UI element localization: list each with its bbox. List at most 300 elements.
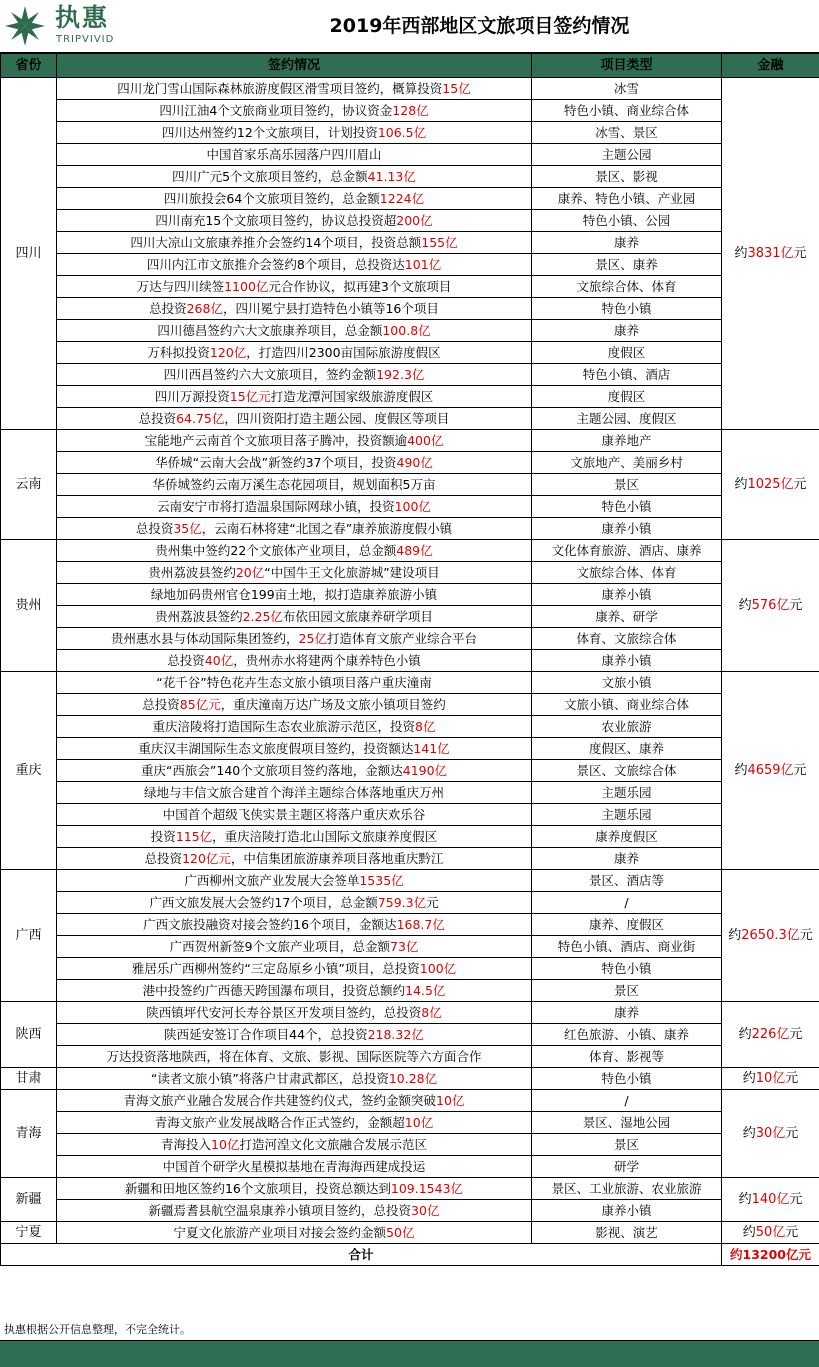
table-row [1,166,819,188]
table-row [1,518,819,540]
province-amount-cell [722,430,819,540]
amount-suffix: 元 [785,1070,799,1086]
project-type-cell: 文旅综合体、体育 [532,276,722,298]
table-row [1,1002,819,1024]
signing-amount: 40亿 [204,652,234,668]
signing-text: 四川万源投资 [154,388,230,404]
province-cell: 甘肃 [1,1068,57,1090]
signing-text-tail: ，贵州赤水将建两个康养特色小镇 [233,652,421,668]
signing-text-tail: 元 [426,894,439,910]
province-cell: 云南 [1,430,57,540]
table-row [1,1024,819,1046]
table-row [1,232,819,254]
signing-amount: 106.5亿 [377,124,427,140]
signing-text: 四川内江市文旅推介会签约8个项目，总投资达 [146,256,405,272]
signing-cell [57,716,532,738]
table-row [1,1200,819,1222]
amount-suffix: 元 [799,927,813,943]
signing-cell [57,628,532,650]
province-amount-cell [722,1090,819,1178]
signing-cell [57,1156,532,1178]
province-amount-cell [722,870,819,1002]
signing-text: 陕西镇坪代安河长寿谷景区开发项目签约，总投资 [146,1004,422,1020]
province-amount-cell [722,1068,819,1090]
signing-text-tail: 布依田园文旅康养研学项目 [282,608,433,624]
signing-text: 宝能地产云南首个文旅项目落子腾冲，投资额逾 [144,432,408,448]
signing-cell [57,386,532,408]
signing-text: 云南安宁市将打造温泉国际网球小镇，投资 [157,498,395,514]
signing-text: 四川大凉山文旅康养推介会签约14个项目，投资总额 [130,234,422,250]
table-row [1,628,819,650]
province-cell: 贵州 [1,540,57,672]
signing-text: 总投资 [138,410,177,426]
signing-cell [57,122,532,144]
signing-cell [57,276,532,298]
project-type-cell: 度假区、康养 [532,738,722,760]
amount-suffix: 元 [793,476,807,492]
signing-amount: 115亿 [175,828,213,844]
project-type-cell: 景区 [532,474,722,496]
table-row [1,342,819,364]
project-type-cell: 冰雪 [532,78,722,100]
signing-cell [57,870,532,892]
signing-amount: 15亿元 [229,388,271,404]
project-type-cell: 体育、影视等 [532,1046,722,1068]
amount-suffix: 元 [789,1191,803,1207]
signing-amount: 1535亿 [359,872,404,888]
signing-cell [57,1200,532,1222]
table-row [1,408,819,430]
province-cell: 陕西 [1,1002,57,1068]
project-type-cell: 特色小镇 [532,958,722,980]
table-row [1,562,819,584]
signing-cell [57,298,532,320]
signing-text: 贵州惠水县与体动国际集团签约， [111,630,299,646]
signing-amount: 218.32亿 [367,1026,424,1042]
amount-prefix: 约 [742,1070,756,1086]
signing-text: 广西柳州文旅产业发展大会签单 [184,872,360,888]
signing-text: 四川龙门雪山国际森林旅游度假区滑雪项目签约，概算投资 [117,80,443,96]
signing-text: “读者文旅小镇”将落户甘肃武都区，总投资 [150,1070,389,1086]
signing-cell [57,1222,532,1244]
signing-cell [57,672,532,694]
province-cell: 新疆 [1,1178,57,1222]
signing-cell [57,1178,532,1200]
signing-text-tail: 打造河湟文化文旅融合发展示范区 [239,1136,427,1152]
project-type-cell: / [532,892,722,914]
table-row [1,254,819,276]
table-row [1,980,819,1002]
amount-prefix: 约 [734,762,748,778]
province-cell: 广西 [1,870,57,1002]
table-row [1,320,819,342]
signing-text: 万达投资落地陕西，将在体育、文旅、影视、国际医院等六方面合作 [106,1048,482,1064]
table-row [1,1090,819,1112]
table-row [1,1046,819,1068]
leaf-logo-icon [3,4,47,48]
signing-amount: 20亿 [235,564,265,580]
province-amount-cell [722,78,819,430]
amount-value: 50亿 [755,1224,786,1240]
signing-cell [57,760,532,782]
signing-text: 华侨城“云南大会战”新签约37个项目，投资 [155,454,397,470]
signing-cell [57,166,532,188]
table-row [1,540,819,562]
signing-text: 新疆焉耆县航空温泉康养小镇项目签约，总投资 [148,1202,412,1218]
signing-amount: 85亿元 [179,696,221,712]
province-amount-cell [722,672,819,870]
signing-cell [57,1112,532,1134]
signing-text: 重庆涪陵将打造国际生态农业旅游示范区，投资 [152,718,416,734]
amount-suffix: 元 [785,1224,799,1240]
signing-text-tail: ，四川冕宁县打造特色小镇等16个项目 [222,300,439,316]
signing-cell [57,364,532,386]
signing-cell [57,474,532,496]
amount-value: 10亿 [755,1070,786,1086]
signing-amount: 15亿 [442,80,471,96]
footer-band [0,1341,819,1367]
signing-text: 贵州荔波县签约 [148,564,236,580]
amount-value: 2650.3亿 [741,927,800,943]
project-type-cell: 红色旅游、小镇、康养 [532,1024,722,1046]
signing-cell [57,540,532,562]
project-type-cell: 康养 [532,1002,722,1024]
project-type-cell: 康养小镇 [532,650,722,672]
column-header-amount: 金融 [722,54,819,78]
signing-text: 青海文旅产业发展战略合作正式签约，金额超 [154,1114,405,1130]
signing-amount: 141亿 [413,740,450,756]
project-type-cell: 康养、度假区 [532,914,722,936]
signing-amount: 64.75亿 [176,410,225,426]
signing-amount: 8亿 [415,718,436,734]
project-type-cell: 影视、演艺 [532,1222,722,1244]
signing-amount: 490亿 [396,454,433,470]
amount-suffix: 元 [789,1026,803,1042]
amount-suffix: 元 [789,597,803,613]
project-type-cell: 康养 [532,232,722,254]
signing-cell [57,342,532,364]
table-row [1,78,819,100]
project-type-cell: 景区 [532,1134,722,1156]
table-row [1,496,819,518]
signing-cell [57,738,532,760]
column-header-type: 项目类型 [532,54,722,78]
project-type-cell: 体育、文旅综合体 [532,628,722,650]
project-type-cell: 冰雪、景区 [532,122,722,144]
page-title: 2019年西部地区文旅项目签约情况 [329,15,630,37]
signing-text: 四川达州签约12个文旅项目，计划投资 [161,124,378,140]
signing-amount: 128亿 [392,102,429,118]
signing-amount: 400亿 [407,432,444,448]
signing-amount: 120亿 [209,344,247,360]
amount-value: 226亿 [751,1026,790,1042]
signing-cell [57,1046,532,1068]
project-type-cell: 文旅综合体、体育 [532,562,722,584]
signing-text: 贵州集中签约22个文旅体产业项目，总金额 [155,542,397,558]
amount-value: 4659亿 [747,762,794,778]
signing-cell [57,1002,532,1024]
signing-text: 四川广元5个文旅项目签约，总金额 [172,168,368,184]
project-type-cell: 文旅地产、美丽乡村 [532,452,722,474]
signing-text: 绿地与丰信文旅合建首个海洋主题综合体落地重庆万州 [143,784,444,800]
amount-value: 140亿 [751,1191,790,1207]
signing-cell [57,606,532,628]
amount-prefix: 约 [728,927,742,943]
signing-cell [57,408,532,430]
signing-amount: 268亿 [186,300,223,316]
signing-text-tail: ，重庆潼南万达广场及文旅小镇项目签约 [220,696,446,712]
table-row [1,914,819,936]
signing-text: 中国首家乐高乐园落户四川眉山 [206,146,382,162]
signing-text: 四川德昌签约六大文旅康养项目，总金额 [157,322,383,338]
signing-cell [57,496,532,518]
signing-amount: 100亿 [394,498,431,514]
table-row [1,892,819,914]
project-type-cell: 特色小镇、商业综合体 [532,100,722,122]
project-type-cell: 度假区 [532,342,722,364]
project-type-cell: 康养地产 [532,430,722,452]
signing-text: 华侨城签约云南万溪生态花园项目，规划面积5万亩 [152,476,436,492]
signing-amount: 489亿 [396,542,433,558]
signing-text: 总投资 [135,520,174,536]
signing-text: 总投资 [142,696,180,712]
signing-text: 广西贺州新签9个文旅产业项目，总金额 [169,938,391,954]
signing-text-tail: ，重庆涪陵打造北山国际文旅康养度假区 [212,828,438,844]
signing-amount: 41.13亿 [367,168,416,184]
table-row [1,936,819,958]
table-row [1,782,819,804]
project-type-cell: 景区、湿地公园 [532,1112,722,1134]
table-row [1,1156,819,1178]
signing-amount: 100.8亿 [382,322,431,338]
project-type-cell: 主题乐园 [532,782,722,804]
project-type-cell: 主题公园、度假区 [532,408,722,430]
signing-text: 宁夏文化旅游产业项目对接会签约金额 [173,1224,387,1240]
signing-cell [57,892,532,914]
province-cell: 四川 [1,78,57,430]
amount-value: 3831亿 [747,245,794,261]
header [0,0,819,53]
table-row [1,276,819,298]
signing-cell [57,804,532,826]
table-row [1,958,819,980]
project-type-cell: 文旅小镇、商业综合体 [532,694,722,716]
signing-cell [57,188,532,210]
signing-amount: 10亿 [436,1092,465,1108]
signing-cell [57,320,532,342]
amount-prefix: 约 [734,245,748,261]
signing-amount: 109.1543亿 [390,1180,464,1196]
signing-cell [57,1134,532,1156]
amount-value: 576亿 [751,597,790,613]
signing-amount: 1224亿 [379,190,425,206]
signing-text: 四川西昌签约六大文旅项目，签约金额 [163,366,377,382]
signing-text: “花千谷”特色花卉生态文旅小镇项目落户重庆潼南 [156,674,432,690]
table-row [1,364,819,386]
amount-suffix: 元 [793,245,807,261]
signing-cell [57,782,532,804]
project-type-cell: 主题乐园 [532,804,722,826]
table-row [1,826,819,848]
signing-cell [57,694,532,716]
signing-text: 投资 [150,828,176,844]
province-amount-cell [722,540,819,672]
total-row [1,1244,819,1266]
signing-cell [57,518,532,540]
signing-cell [57,958,532,980]
signing-text-tail: 元合作协议，拟再建3个文旅项目 [268,278,452,294]
table-row [1,672,819,694]
table-row [1,1222,819,1244]
signing-text: 雅居乐广西柳州签约“三定岛原乡小镇”项目，总投资 [131,960,420,976]
table-row [1,298,819,320]
signing-text: 四川南充15个文旅项目签约，协议总投资超 [155,212,397,228]
signing-amount: 2.25亿 [242,608,283,624]
signing-text: 贵州荔波县签约 [155,608,243,624]
table-row [1,452,819,474]
signing-amount: 1100亿 [224,278,269,294]
table-row [1,1112,819,1134]
signing-cell [57,562,532,584]
signing-cell [57,1090,532,1112]
signing-text: 新疆和田地区签约16个文旅项目，投资总额达到 [124,1180,391,1196]
project-type-cell: 度假区 [532,386,722,408]
signing-amount: 120亿元 [182,850,231,866]
signing-text: 重庆“西旅会”140个文旅项目签约落地，金额达 [140,762,403,778]
column-header-signing: 签约情况 [57,54,532,78]
signing-text: 港中投签约广西德天跨国瀑布项目，投资总额约 [142,982,406,998]
amount-prefix: 约 [738,597,752,613]
table-row [1,738,819,760]
signing-text: 广西文旅投融资对接会签约16个项目，金额达 [143,916,397,932]
table-row [1,1068,819,1090]
province-amount-cell [722,1222,819,1244]
signing-amount: 155亿 [421,234,458,250]
signing-amount: 192.3亿 [376,366,425,382]
table-row [1,716,819,738]
signing-cell [57,914,532,936]
project-type-cell: 景区、酒店等 [532,870,722,892]
signing-cell [57,232,532,254]
project-type-cell: 特色小镇、酒店、商业街 [532,936,722,958]
project-type-cell: 文化体育旅游、酒店、康养 [532,540,722,562]
signing-cell [57,452,532,474]
signing-cell [57,254,532,276]
signing-cell [57,848,532,870]
table-row [1,430,819,452]
project-type-cell: 康养度假区 [532,826,722,848]
project-type-cell: 康养 [532,848,722,870]
project-type-cell: 康养小镇 [532,518,722,540]
signing-amount: 101亿 [404,256,442,272]
signing-table [0,53,819,1266]
total-amount: 约13200亿元 [722,1244,819,1266]
table-row [1,760,819,782]
signing-cell [57,100,532,122]
column-header-province: 省份 [1,54,57,78]
signing-amount: 30亿 [411,1202,440,1218]
signing-text-tail: ，云南石林将建“北国之春”康养旅游度假小镇 [201,520,453,536]
project-type-cell: 康养、研学 [532,606,722,628]
signing-text: 陕西延安签订合作项目44个，总投资 [164,1026,368,1042]
signing-text-tail: 打造龙潭河国家级旅游度假区 [270,388,434,404]
signing-amount: 200亿 [396,212,433,228]
signing-cell [57,78,532,100]
project-type-cell: 特色小镇、公园 [532,210,722,232]
table-row [1,1134,819,1156]
table-row [1,1178,819,1200]
total-label: 合计 [1,1244,722,1266]
signing-text: 青海投入 [161,1136,212,1152]
signing-text: 万达与四川续签 [136,278,225,294]
table-row [1,804,819,826]
signing-text: 总投资 [167,652,205,668]
province-cell: 青海 [1,1090,57,1178]
table-row [1,848,819,870]
signing-amount: 25亿 [298,630,327,646]
signing-text: 青海文旅产业融合发展合作共建签约仪式，签约金额突破 [123,1092,437,1108]
project-type-cell: 康养小镇 [532,584,722,606]
signing-text: 广西文旅发展大会签约17个项目，总金额 [149,894,378,910]
table-row [1,606,819,628]
amount-suffix: 元 [785,1125,799,1141]
table-row [1,144,819,166]
table-row [1,584,819,606]
table-row [1,386,819,408]
signing-text: 绿地加码贵州官仓199亩土地，拟打造康养旅游小镇 [150,586,438,602]
signing-text: 重庆汉丰湖国际生态文旅度假项目签约，投资额达 [138,740,414,756]
project-type-cell: 研学 [532,1156,722,1178]
amount-suffix: 元 [793,762,807,778]
table-row [1,122,819,144]
signing-cell [57,430,532,452]
province-cell: 重庆 [1,672,57,870]
table-row [1,100,819,122]
logo-text-en: TRIPVIVID [56,34,115,45]
project-type-cell: 康养、特色小镇、产业园 [532,188,722,210]
signing-cell [57,936,532,958]
project-type-cell: 特色小镇 [532,496,722,518]
table-row [1,694,819,716]
signing-text: 四川江油4个文旅商业项目签约，协议资金 [159,102,393,118]
project-type-cell: 特色小镇 [532,1068,722,1090]
table-header-row [1,54,819,78]
project-type-cell: 主题公园 [532,144,722,166]
project-type-cell: / [532,1090,722,1112]
project-type-cell: 文旅小镇 [532,672,722,694]
table-row [1,650,819,672]
footnote: 执惠根据公开信息整理，不完全统计。 [0,1319,819,1341]
project-type-cell: 特色小镇、酒店 [532,364,722,386]
signing-amount: 73亿 [390,938,419,954]
signing-amount: 759.3亿 [377,894,427,910]
project-type-cell: 景区、工业旅游、农业旅游 [532,1178,722,1200]
amount-prefix: 约 [742,1224,756,1240]
signing-cell [57,980,532,1002]
signing-cell [57,826,532,848]
signing-cell [57,144,532,166]
project-type-cell: 康养小镇 [532,1200,722,1222]
signing-text-tail: “中国牛王文化旅游城”建设项目 [264,564,440,580]
signing-amount: 8亿 [421,1004,442,1020]
signing-text-tail: ，打造四川2300亩国际旅游度假区 [246,344,441,360]
project-type-cell: 康养 [532,320,722,342]
signing-amount: 50亿 [386,1224,415,1240]
signing-text: 总投资 [149,300,187,316]
province-amount-cell [722,1002,819,1068]
project-type-cell: 景区、影视 [532,166,722,188]
amount-prefix: 约 [738,1191,752,1207]
